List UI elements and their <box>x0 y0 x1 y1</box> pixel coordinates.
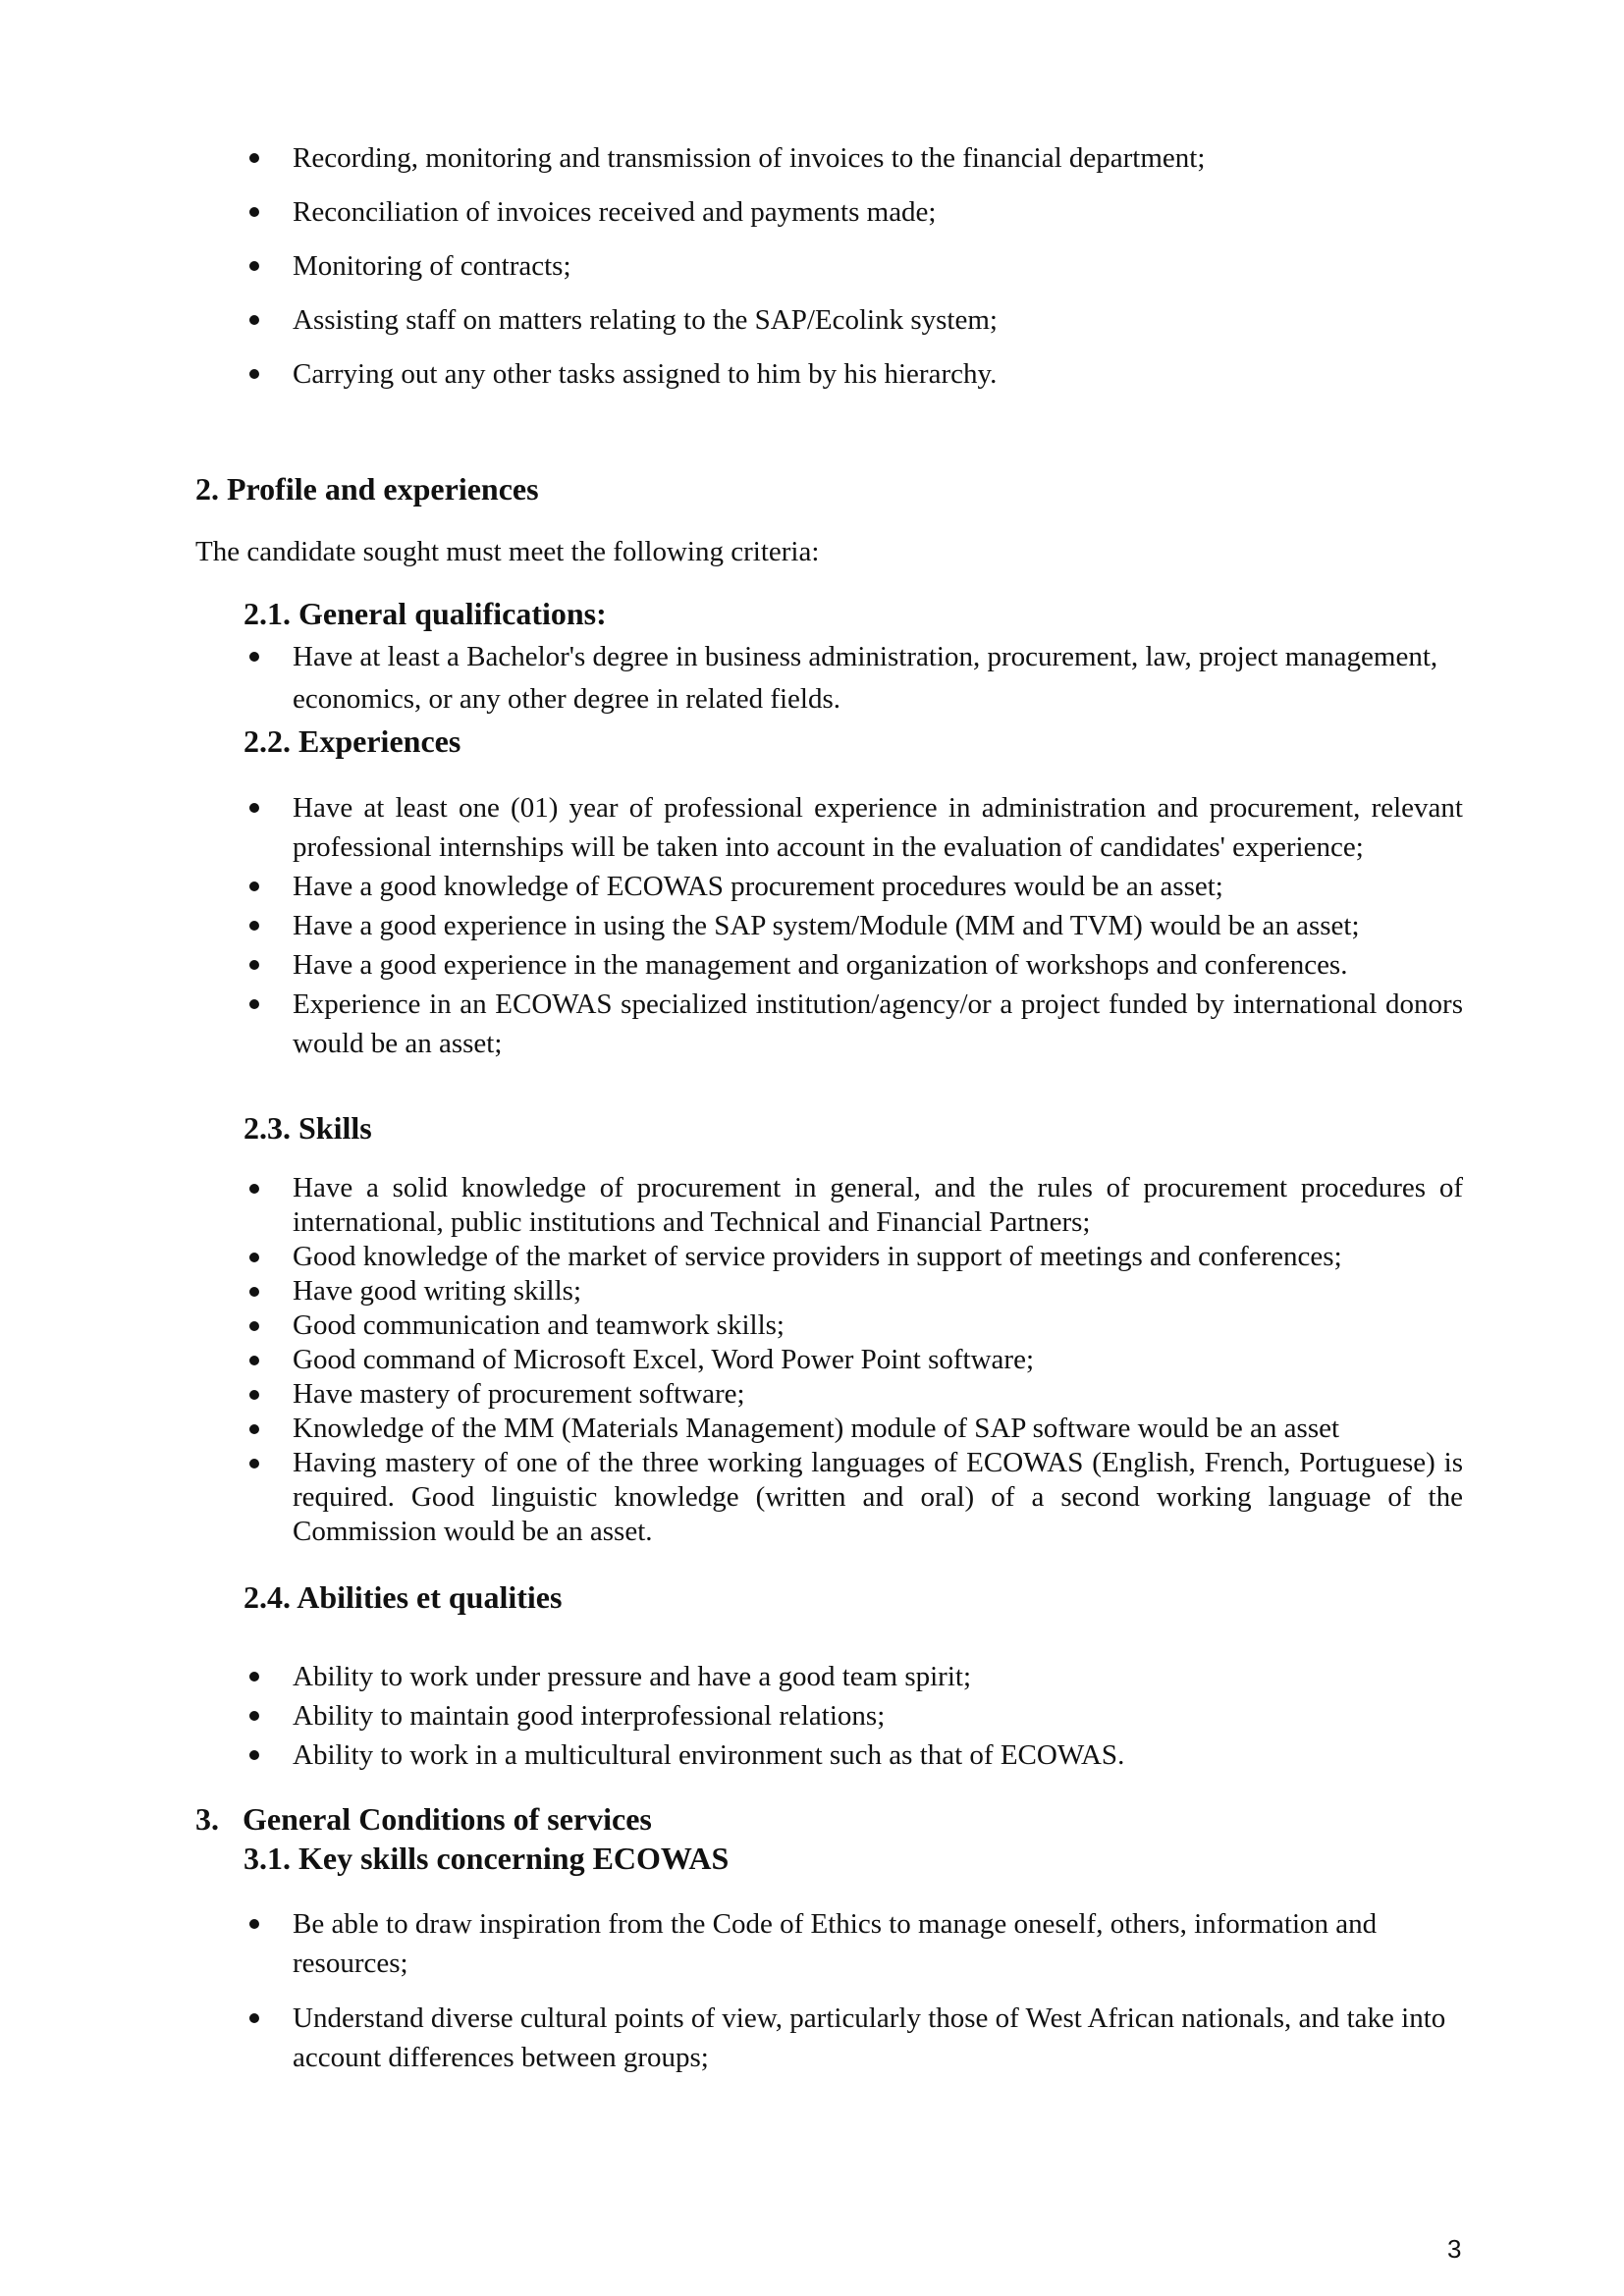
list-item: Have a good experience in the management and organization of workshops and conferences. <box>0 945 1463 985</box>
list-item: Be able to draw inspiration from the Code of Ethics to manage oneself, others, information and resources; <box>0 1904 1463 1983</box>
qualifications-list <box>0 636 1624 721</box>
subsection-heading-skills: 2.3. Skills <box>244 1110 372 1146</box>
list-item: Carrying out any other tasks assigned to him by his hierarchy. <box>0 353 1463 395</box>
key-skills-list <box>0 1904 1624 2093</box>
list-item: Have a solid knowledge of procurement in general, and the rules of procurement procedures of international, public institutions and Technical and Financial Partners; <box>0 1171 1463 1240</box>
list-item: Ability to work in a multicultural environment such as that of ECOWAS. <box>0 1735 1463 1775</box>
list-item: Have a good knowledge of ECOWAS procurement procedures would be an asset; <box>0 867 1463 906</box>
list-item: Have good writing skills; <box>0 1274 1463 1308</box>
list-item: Experience in an ECOWAS specialized institution/agency/or a project funded by international donors would be an asset; <box>0 985 1463 1063</box>
subsection-heading-key-skills: 3.1. Key skills concerning ECOWAS <box>244 1841 730 1876</box>
subsection-heading-experiences: 2.2. Experiences <box>244 723 461 759</box>
subsection-heading-abilities: 2.4. Abilities et qualities <box>244 1579 563 1615</box>
list-item: Have mastery of procurement software; <box>0 1377 1463 1412</box>
section-intro: The candidate sought must meet the following criteria: <box>195 536 820 567</box>
section-heading-conditions: 3. General Conditions of services <box>195 1801 652 1837</box>
list-item: Have at least one (01) year of professional experience in administration and procurement, relevant professional internships will be taken into account in the evaluation of candidates' experience; <box>0 788 1463 867</box>
list-item: Ability to maintain good interprofessional relations; <box>0 1696 1463 1735</box>
section-heading-profile: 2. Profile and experiences <box>195 471 539 507</box>
list-item: Knowledge of the MM (Materials Management) module of SAP software would be an asset <box>0 1412 1463 1446</box>
abilities-list <box>0 1657 1624 1775</box>
list-item: Ability to work under pressure and have a good team spirit; <box>0 1657 1463 1696</box>
list-item: Good command of Microsoft Excel, Word Power Point software; <box>0 1343 1463 1377</box>
list-item: Reconciliation of invoices received and payments made; <box>0 191 1463 233</box>
list-item: Recording, monitoring and transmission of invoices to the financial department; <box>0 137 1463 179</box>
list-item: Assisting staff on matters relating to the SAP/Ecolink system; <box>0 299 1463 341</box>
page-number: 3 <box>1447 2234 1462 2264</box>
list-item: Good communication and teamwork skills; <box>0 1308 1463 1343</box>
list-item: Good knowledge of the market of service providers in support of meetings and conferences; <box>0 1240 1463 1274</box>
list-item: Having mastery of one of the three working languages of ECOWAS (English, French, Portuguese) is required. Good linguistic knowledge (written and oral) of a second working language of the Commission would be an asset. <box>0 1446 1463 1549</box>
list-item: Understand diverse cultural points of view, particularly those of West African nationals, and take into account differences between groups; <box>0 1999 1463 2077</box>
list-item: Monitoring of contracts; <box>0 245 1463 287</box>
subsection-heading-qualifications: 2.1. General qualifications: <box>244 596 607 631</box>
list-item: Have a good experience in using the SAP system/Module (MM and TVM) would be an asset; <box>0 906 1463 945</box>
duties-list <box>0 137 1624 407</box>
experiences-list <box>0 788 1624 1063</box>
list-item: Have at least a Bachelor's degree in business administration, procurement, law, project management, economics, or any other degree in related fields. <box>0 636 1463 721</box>
skills-list <box>0 1171 1624 1549</box>
